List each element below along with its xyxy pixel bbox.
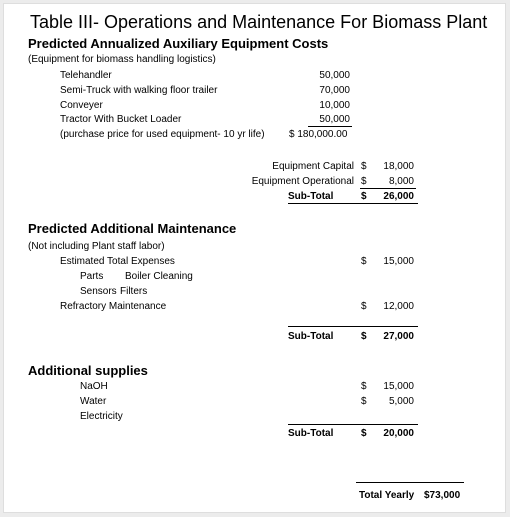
- item-value: 70,000: [319, 85, 350, 96]
- item-label: Conveyer: [60, 100, 103, 111]
- subtotal-label: Sub-Total: [288, 191, 334, 202]
- table-title: Table III- Operations and Maintenance For Biomass Plant: [30, 12, 488, 32]
- subtotal-value: 27,000: [383, 331, 414, 342]
- item-value: 50,000: [319, 114, 350, 125]
- subtotal-value: 26,000: [383, 191, 414, 202]
- currency-sign: $: [361, 396, 367, 407]
- operational-label: Equipment Operational: [251, 176, 354, 187]
- item-value: 50,000: [319, 70, 350, 81]
- total-label: Total Yearly: [359, 490, 415, 501]
- purchase-total: $ 180,000.00: [289, 129, 348, 140]
- currency-sign: $: [361, 191, 367, 202]
- currency-sign: $: [361, 331, 367, 342]
- refractory-label: Refractory Maintenance: [60, 301, 167, 312]
- subtotal-value: 20,000: [383, 428, 414, 439]
- section-heading-supplies: Additional supplies: [28, 363, 148, 378]
- parts-label: Parts: [80, 271, 104, 282]
- currency-sign: $: [361, 161, 367, 172]
- subtotal-label: Sub-Total: [288, 331, 334, 342]
- subtotal-label: Sub-Total: [288, 428, 334, 439]
- capital-label: Equipment Capital: [272, 161, 354, 172]
- item-value: 10,000: [319, 100, 350, 111]
- supply-label: Electricity: [80, 411, 123, 422]
- section-note-maintenance: (Not including Plant staff labor): [28, 241, 165, 252]
- subtotal-rule: [288, 203, 418, 204]
- boiler-cleaning-label: Boiler Cleaning: [125, 271, 193, 282]
- underline: [308, 126, 352, 127]
- estimated-value: 15,000: [383, 256, 414, 267]
- section-note-equipment: (Equipment for biomass handling logistics): [28, 54, 216, 65]
- sensors-label: Sensors: [80, 286, 117, 297]
- section-heading-maintenance: Predicted Additional Maintenance: [28, 221, 237, 236]
- refractory-value: 12,000: [383, 301, 414, 312]
- total-rule: [356, 482, 464, 483]
- total-value: $73,000: [424, 490, 461, 501]
- currency-sign: $: [361, 301, 367, 312]
- document-frame: [3, 3, 506, 513]
- underline: [360, 188, 416, 189]
- item-label: Telehandler: [60, 70, 112, 81]
- currency-sign: $: [361, 256, 367, 267]
- supply-value: 5,000: [388, 396, 414, 407]
- supply-label: NaOH: [80, 381, 108, 392]
- purchase-note: (purchase price for used equipment- 10 yr life): [60, 129, 265, 140]
- subtotal-rule: [288, 424, 418, 425]
- item-label: Tractor With Bucket Loader: [60, 114, 182, 125]
- currency-sign: $: [361, 428, 367, 439]
- supply-value: 15,000: [383, 381, 414, 392]
- currency-sign: $: [361, 381, 367, 392]
- capital-value: 18,000: [383, 161, 414, 172]
- subtotal-rule: [288, 326, 418, 327]
- estimated-label: Estimated Total Expenses: [60, 256, 175, 267]
- filters-label: Filters: [120, 286, 148, 297]
- operational-value: 8,000: [388, 176, 414, 187]
- supply-label: Water: [80, 396, 107, 407]
- item-label: Semi-Truck with walking floor trailer: [60, 85, 218, 96]
- section-heading-equipment: Predicted Annualized Auxiliary Equipment Costs: [28, 36, 329, 51]
- currency-sign: $: [361, 176, 367, 187]
